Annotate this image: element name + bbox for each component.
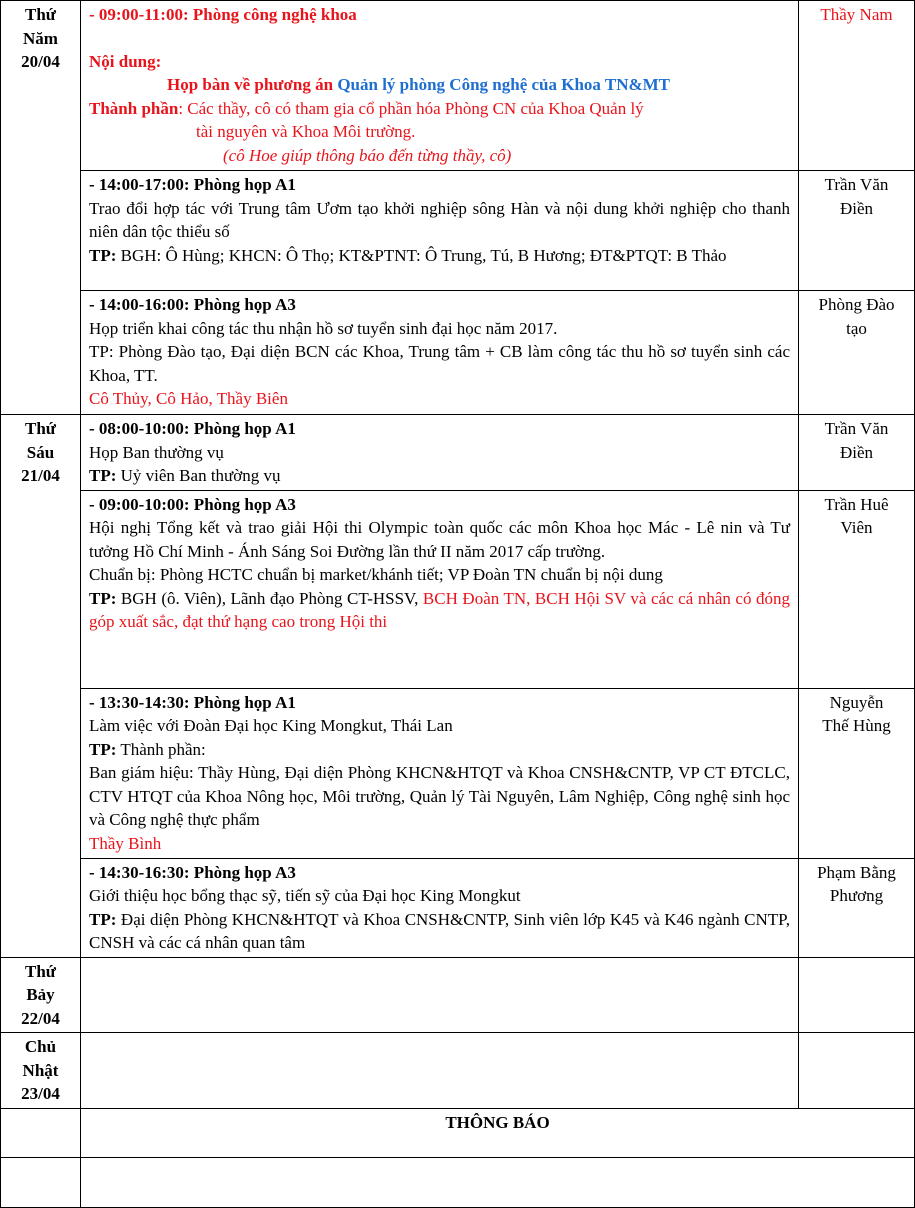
participants-label: TP: — [89, 909, 117, 929]
event-time: - 09:00-10:00: Phòng họp A3 — [89, 494, 296, 514]
event-cell — [81, 1, 799, 171]
table-row — [1, 1, 915, 171]
chair-cell — [799, 688, 915, 858]
event-time: - 08:00-10:00: Phòng họp A1 — [89, 419, 296, 438]
event-content: Trao đổi hợp tác với Trung tâm Ươm tạo khởi nghiệp sông Hàn và nội dung khởi nghiệp cho thanh niên dân tộc thiểu số — [89, 198, 790, 241]
participants-text: : Các thầy, cô có tham gia cổ phần hóa Phòng CN của Khoa Quản lý — [178, 98, 644, 118]
content-highlight: Quản lý phòng Công nghệ của Khoa TN&MT — [337, 75, 671, 94]
day-name: Nhật — [22, 1060, 59, 1080]
notice-title: THÔNG BÁO — [81, 1108, 915, 1157]
chair-name: Điền — [839, 442, 874, 462]
day-label: Thứ — [25, 961, 56, 981]
participants-label: Thành phần — [89, 98, 179, 118]
participants-text: TP: Phòng Đào tạo, Đại diện BCN các Khoa, Trung tâm + CB làm công tác thu hồ sơ tuyển sinh các Khoa, TT. — [89, 342, 790, 385]
chair-cell — [799, 171, 915, 291]
event-time: - 14:30-16:30: Phòng họp A3 — [89, 862, 296, 882]
table-row — [1, 490, 915, 688]
table-row — [1, 291, 915, 415]
participants-text: Uỷ viên Ban thường vụ — [116, 466, 281, 485]
staff-text: Thầy Bình — [89, 833, 162, 853]
day-name: Bảy — [26, 985, 55, 1004]
event-content: Họp triển khai công tác thu nhận hồ sơ tuyển sinh đại học năm 2017. — [89, 318, 558, 338]
participants-text-cont: tài nguyên và Khoa Môi trường. — [196, 122, 416, 141]
chair-name: Nguyễn — [829, 692, 884, 712]
table-row — [1, 957, 915, 1033]
day-date: 21/04 — [21, 466, 60, 485]
participants-label: TP: — [89, 466, 117, 485]
participants-text: Đại diện Phòng KHCN&HTQT và Khoa CNSH&CNTP, Sinh viên lớp K45 và K46 ngành CNTP, CNSH và các cá nhân quan tâm — [89, 909, 790, 952]
day-cell-cn — [1, 1033, 81, 1109]
event-cell — [81, 415, 799, 491]
chair-cell — [799, 490, 915, 688]
chair-cell — [799, 858, 915, 957]
day-name: Năm — [23, 28, 58, 48]
chair-name: Trần Văn — [824, 419, 889, 438]
day-date: 22/04 — [21, 1008, 60, 1028]
chair-name: Phương — [829, 886, 884, 905]
table-row — [1, 415, 915, 491]
day-label: Thứ — [25, 419, 56, 438]
event-content: Giới thiệu học bổng thạc sỹ, tiến sỹ của Đại học King Mongkut — [89, 886, 521, 905]
chair-cell: Thầy Nam — [799, 1, 915, 171]
event-cell — [81, 291, 799, 415]
participants-detail: Ban giám hiệu: Thầy Hùng, Đại diện Phòng KHCN&HTQT và Khoa CNSH&CNTP, VP CT ĐTCLC, CTV HTQT của Khoa Nông học, Môi trường, Quản lý Tài Nguyên, Lâm Nghiệp, Công nghệ sinh học và Công nghệ thực phẩm — [89, 763, 790, 829]
staff-text: Cô Thủy, Cô Hảo, Thầy Biên — [89, 389, 288, 408]
event-cell — [81, 688, 799, 858]
chair-cell-empty — [799, 1033, 915, 1109]
table-row — [1, 688, 915, 858]
table-row — [1, 858, 915, 957]
day-cell-thu5 — [1, 1, 81, 415]
chair-name: tạo — [846, 318, 867, 338]
day-cell-thu7 — [1, 957, 81, 1033]
chair-name: Viên — [840, 518, 873, 537]
chair-name: Điền — [839, 198, 874, 218]
event-cell — [81, 490, 799, 688]
day-date: 20/04 — [21, 52, 60, 71]
day-name: Sáu — [26, 442, 55, 462]
participants-label: TP: — [89, 245, 117, 265]
event-cell — [81, 858, 799, 957]
notice-side-cell — [1, 1108, 81, 1157]
participants-text: Thành phần: — [116, 739, 206, 759]
chair-cell — [799, 291, 915, 415]
event-cell — [81, 171, 799, 291]
chair-cell — [799, 415, 915, 491]
participants-text: BGH: Ô Hùng; KHCN: Ô Thọ; KT&PTNT: Ô Trung, Tú, B Hương; ĐT&PTQT: B Thảo — [116, 245, 727, 265]
event-time: - 14:00-17:00: Phòng họp A1 — [89, 175, 296, 194]
day-date: 23/04 — [21, 1084, 60, 1103]
chair-name: Phòng Đào — [818, 295, 895, 314]
event-time: - 14:00-16:00: Phòng họp A3 — [89, 295, 296, 314]
participants-label: TP: — [89, 739, 117, 759]
chair-name: Trần Huê — [824, 494, 889, 514]
participants-text: BGH (ô. Viên), Lãnh đạo Phòng CT-HSSV, — [116, 588, 423, 608]
chair-name: Phạm Bằng — [817, 862, 896, 882]
table-row — [1, 1033, 915, 1109]
event-time: - 13:30-14:30: Phòng họp A1 — [89, 692, 296, 712]
event-time: - 09:00-11:00: Phòng công nghệ khoa — [89, 5, 357, 24]
participants-highlight: BCH Đoàn TN, BCH Hội SV và các cá nhân có đóng góp xuất sắc, đạt thứ hạng cao trong Hội thi — [89, 588, 790, 631]
preparation-text: Chuẩn bị: Phòng HCTC chuẩn bị market/khánh tiết; VP Đoàn TN chuẩn bị nội dung — [89, 565, 663, 584]
participants-label: TP: — [89, 588, 117, 608]
event-cell-empty — [81, 1033, 799, 1109]
day-cell-thu6 — [1, 415, 81, 958]
note-text: (cô Hoe giúp thông báo đến từng thầy, cô) — [223, 145, 512, 165]
content-text: Họp bàn về phương án — [167, 75, 334, 94]
chair-name: Thế Hùng — [822, 716, 891, 735]
table-row — [1, 171, 915, 291]
event-content: Làm việc với Đoàn Đại học King Mongkut, Thái Lan — [89, 716, 453, 735]
day-label: Thứ — [25, 5, 56, 24]
day-label: Chủ — [24, 1037, 57, 1056]
chair-cell-empty — [799, 957, 915, 1033]
event-content: Hội nghị Tổng kết và trao giải Hội thi Olympic toàn quốc các môn Khoa học Mác - Lê nin và Tư tưởng Hồ Chí Minh - Ánh Sáng Soi Đường lần thứ II năm 2017 cấp trường. — [89, 518, 790, 561]
event-content: Họp Ban thường vụ — [89, 442, 224, 462]
chair-name: Trần Văn — [824, 175, 889, 194]
content-label: Nội dung: — [89, 51, 162, 71]
event-cell-empty — [81, 957, 799, 1033]
table-row — [1, 1108, 915, 1157]
